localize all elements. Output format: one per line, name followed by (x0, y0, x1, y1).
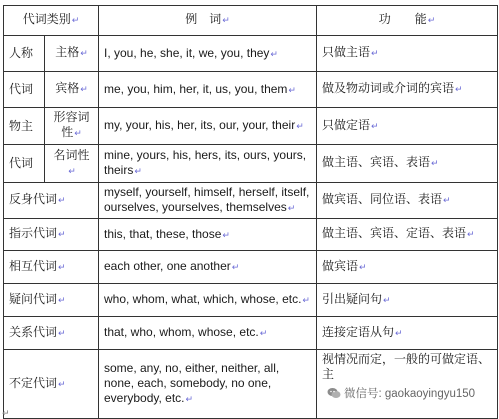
category-cell: 反身代词↵ (4, 183, 99, 219)
header-category: 代词类别↵ (4, 6, 99, 36)
function-cell: 做宾语、同位语、表语↵ (317, 183, 498, 219)
function-cell: 只做定语↵ (317, 108, 498, 145)
function-cell: 引出疑问句↵ (317, 284, 498, 317)
category-cell: 不定代词↵ (4, 350, 99, 419)
group-possessive-line1: 物主 (4, 108, 45, 145)
sub-category-cell: 形容词性↵ (45, 108, 99, 145)
examples-cell: I, you, he, she, it, we, you, they↵ (99, 36, 317, 72)
examples-cell: me, you, him, her, it, us, you, them↵ (99, 72, 317, 108)
function-cell: 视情况而定，一般的可做定语、主 (317, 350, 498, 419)
examples-cell: my, your, his, her, its, our, your, their↵ (99, 108, 317, 145)
table-row (4, 36, 498, 72)
function-cell: 做及物动词或介词的宾语↵ (317, 72, 498, 108)
table-row (4, 317, 498, 350)
wechat-icon (327, 387, 341, 399)
group-personal-line2: 代词 (4, 72, 45, 108)
table-row (4, 219, 498, 251)
examples-cell: some, any, no, either, neither, all, none, each, somebody, no one, everybody, etc.↵ (99, 350, 317, 419)
function-cell: 只做主语↵ (317, 36, 498, 72)
watermark (325, 385, 477, 401)
examples-cell: each other, one another↵ (99, 251, 317, 284)
sub-category-cell: 名词性↵ (45, 145, 99, 183)
table-row (4, 145, 498, 183)
table-row (4, 108, 498, 145)
examples-cell: who, whom, what, which, whose, etc.↵ (99, 284, 317, 317)
group-personal-line1: 人称 (4, 36, 45, 72)
table-row (4, 284, 498, 317)
table-row (4, 72, 498, 108)
table-row (4, 350, 498, 419)
category-cell: 关系代词↵ (4, 317, 99, 350)
examples-cell: that, who, whom, whose, etc.↵ (99, 317, 317, 350)
function-cell: 做主语、宾语、定语、表语↵ (317, 219, 498, 251)
examples-cell: this, that, these, those↵ (99, 219, 317, 251)
category-cell: 指示代词↵ (4, 219, 99, 251)
sub-category-cell: 主格↵ (45, 36, 99, 72)
function-cell: 做宾语↵ (317, 251, 498, 284)
category-cell: 相互代词↵ (4, 251, 99, 284)
paragraph-mark: ↵ (2, 408, 10, 418)
watermark-text: 微信号: gaokaoyingyu150 (344, 388, 476, 400)
examples-cell: myself, yourself, himself, herself, itself, ourselves, yourselves, themselves↵ (99, 183, 317, 219)
header-row (4, 6, 498, 36)
function-cell: 做主语、宾语、表语↵ (317, 145, 498, 183)
header-function: 功 能↵ (317, 6, 498, 36)
table-row (4, 183, 498, 219)
examples-cell: mine, yours, his, hers, its, ours, yours, theirs↵ (99, 145, 317, 183)
group-possessive-line2: 代词 (4, 145, 45, 183)
function-cell: 连接定语从句↵ (317, 317, 498, 350)
pronoun-table (3, 5, 498, 419)
category-cell: 疑问代词↵ (4, 284, 99, 317)
sub-category-cell: 宾格↵ (45, 72, 99, 108)
table-row (4, 251, 498, 284)
header-examples: 例 词↵ (99, 6, 317, 36)
